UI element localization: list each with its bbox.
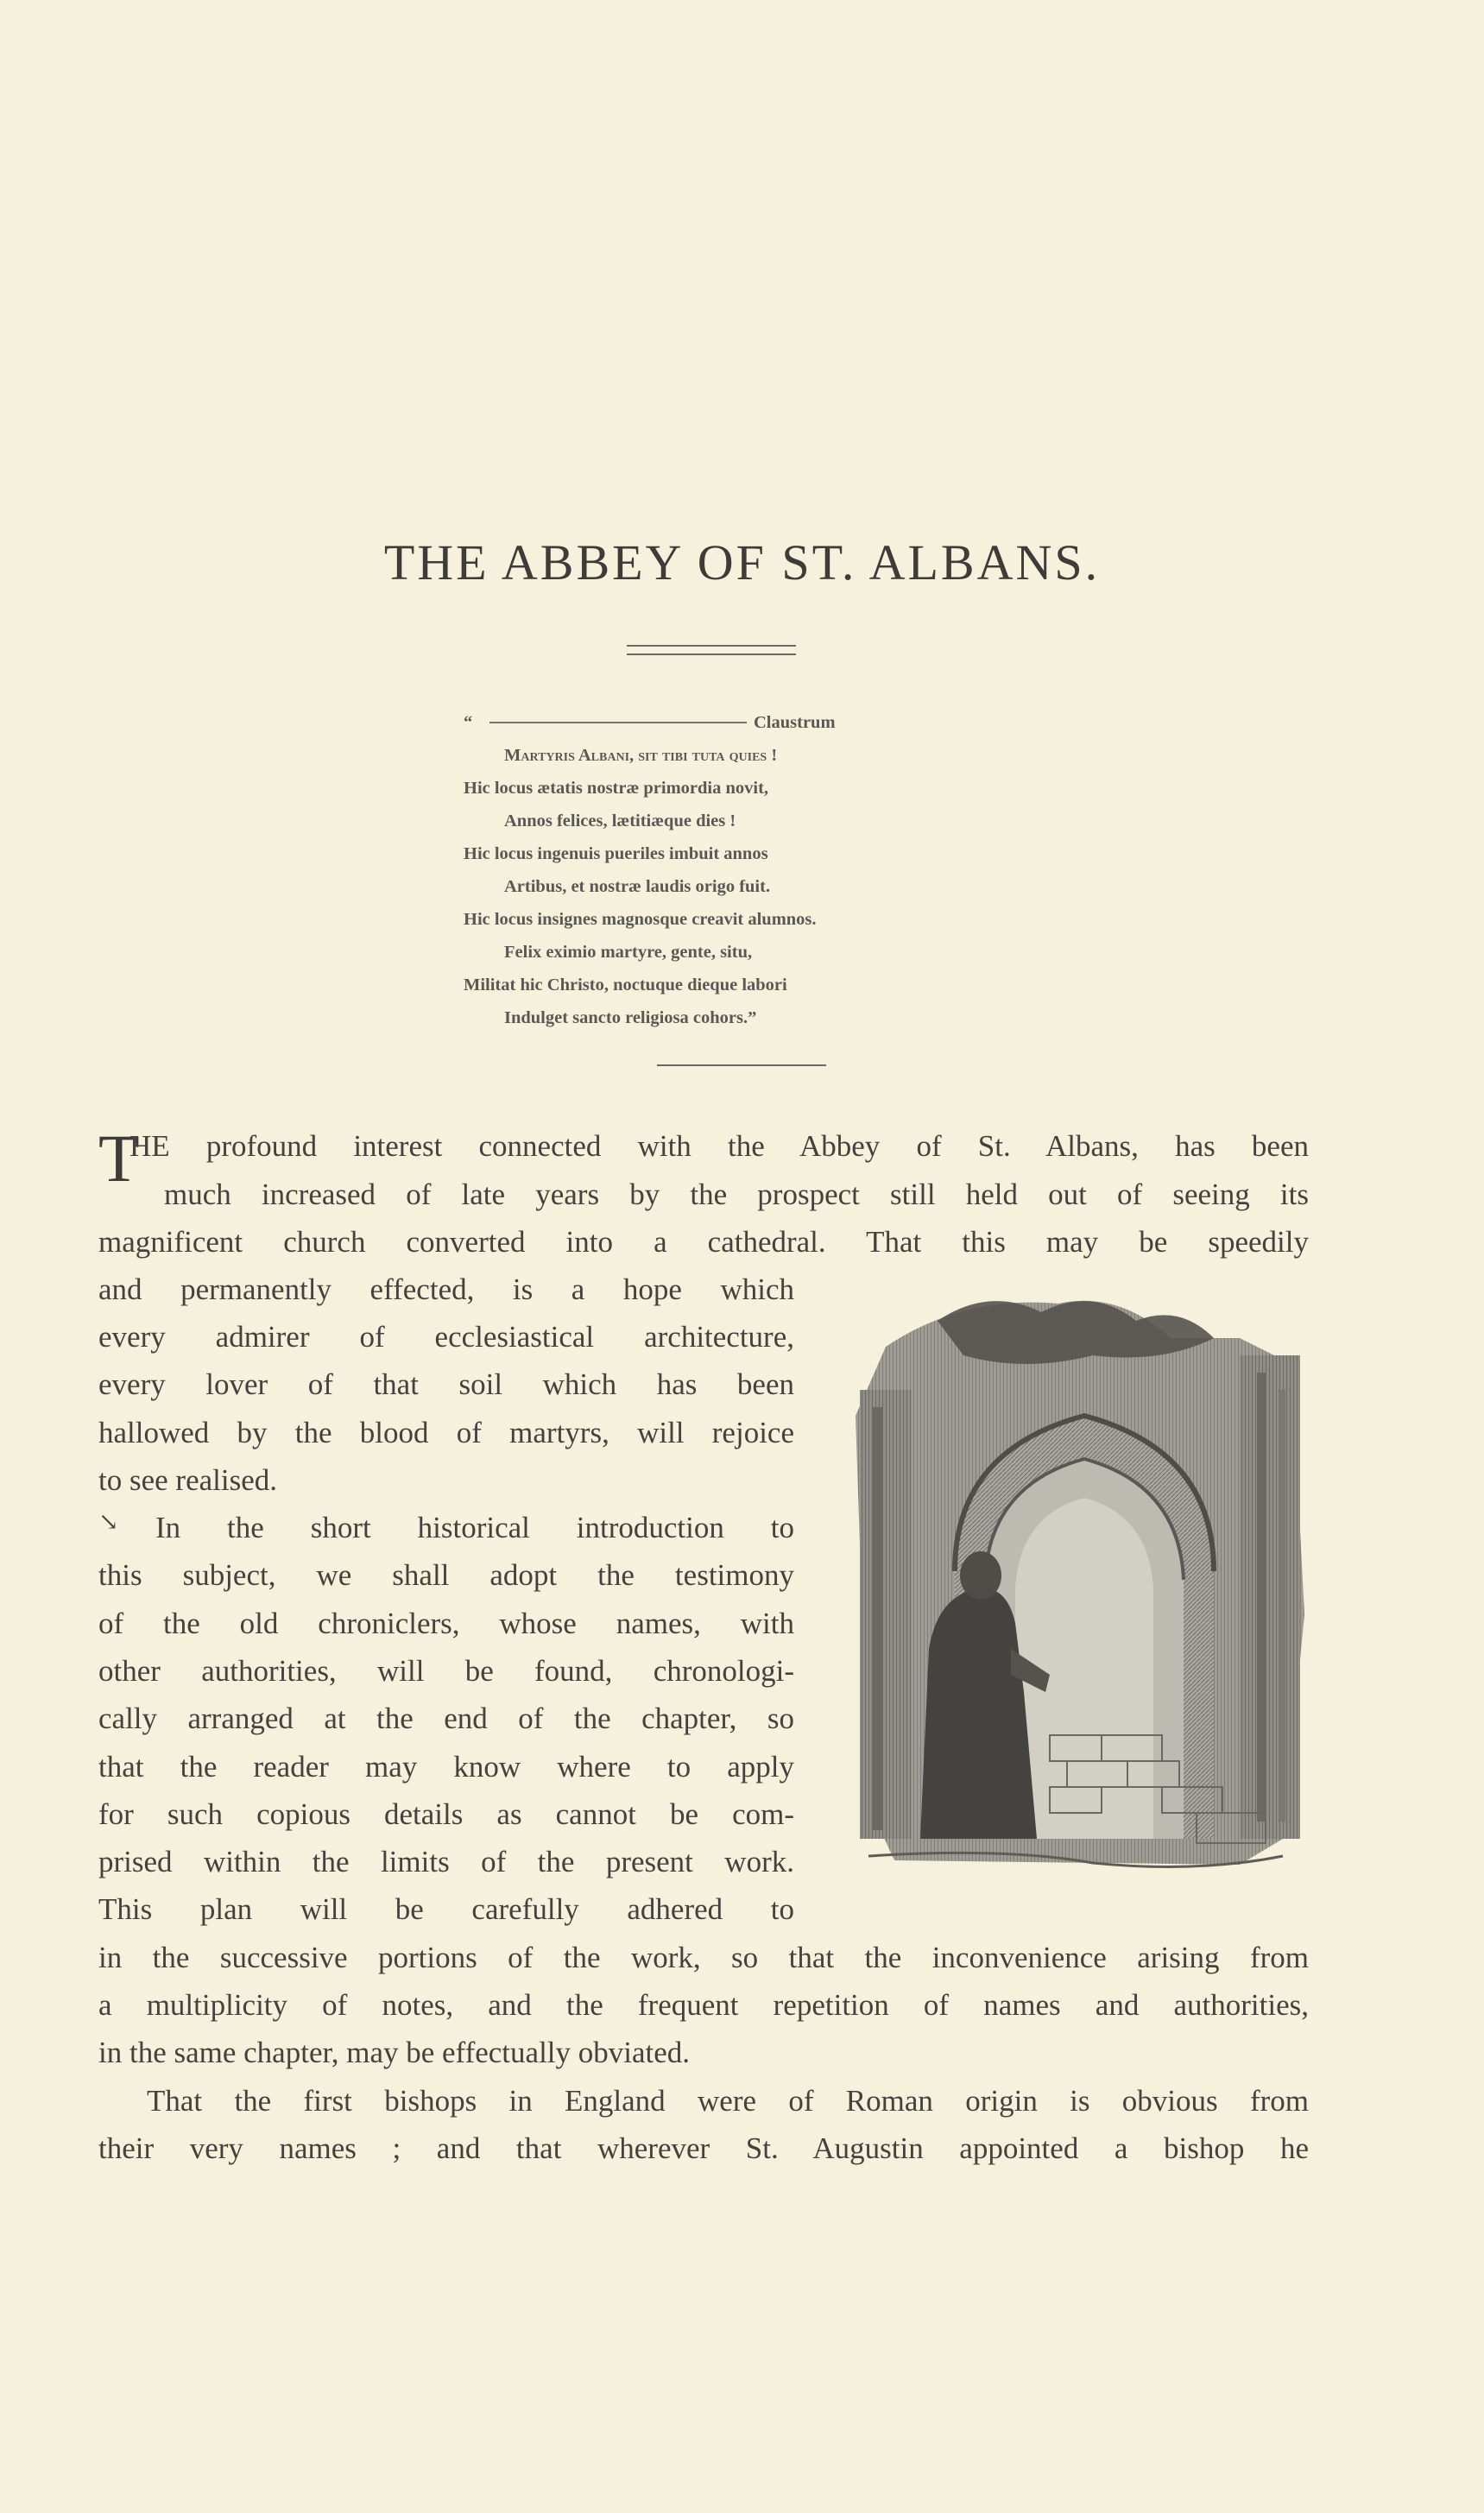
epigraph-line-9: Militat hic Christo, noctuque dieque labori	[464, 976, 787, 994]
epigraph-rule	[657, 1064, 826, 1066]
body-line: a multiplicity of notes, and the frequent repetition of names and authorities,	[98, 1988, 1309, 2022]
epigraph-line-8: Felix eximio martyre, gente, situ,	[504, 943, 753, 962]
body-line: other authorities, will be found, chronologi-	[98, 1654, 794, 1688]
body-line: That the first bishops in England were of Roman origin is obvious from	[147, 2084, 1309, 2118]
epigraph	[464, 706, 947, 1034]
epigraph-line-1	[464, 706, 947, 739]
body-line: their very names ; and that wherever St. Augustin appointed a bishop he	[98, 2131, 1309, 2165]
body-line: every admirer of ecclesiastical architecture,	[98, 1320, 794, 1354]
epigraph-open-quote: “	[464, 713, 473, 732]
epigraph-line-4: Annos felices, lætitiæque dies !	[504, 811, 736, 830]
epigraph-line-2	[464, 739, 947, 772]
body-line: prised within the limits of the present work.	[98, 1845, 794, 1878]
body-line: cally arranged at the end of the chapter, so	[98, 1702, 794, 1735]
body-line: in the same chapter, may be effectually obviated.	[98, 2036, 691, 2069]
epigraph-line-6: Artibus, et nostræ laudis origo fuit.	[504, 877, 771, 896]
title-rule-upper	[627, 645, 796, 647]
epigraph-line-2-text: Martyris Albani, sit tibi tuta quies !	[504, 746, 778, 765]
body-line: every lover of that soil which has been	[98, 1367, 794, 1401]
body-line: HE profound interest connected with the Abbey of St. Albans, has been	[129, 1129, 1309, 1163]
body-line: for such copious details as cannot be com-	[98, 1797, 794, 1831]
body-line: of the old chroniclers, whose names, with	[98, 1607, 794, 1640]
drop-cap: T	[98, 1121, 140, 1196]
epigraph-line-1-text: Claustrum	[754, 713, 836, 732]
body-line: hallowed by the blood of martyrs, will rejoice	[98, 1416, 794, 1449]
margin-mark-icon: ↘	[98, 1509, 119, 1536]
epigraph-line-10: Indulget sancto religiosa cohors.”	[504, 1008, 757, 1027]
body-line: to see realised.	[98, 1463, 277, 1497]
body-line: This plan will be carefully adhered to	[98, 1892, 794, 1926]
abbey-cloister-engraving	[834, 1286, 1310, 1891]
epigraph-dash	[489, 722, 747, 723]
epigraph-line-5: Hic locus ingenuis pueriles imbuit annos	[464, 844, 768, 863]
body-line: this subject, we shall adopt the testimony	[98, 1558, 794, 1592]
body-line: in the successive portions of the work, so that the inconvenience arising from	[98, 1941, 1309, 1974]
body-line: and permanently effected, is a hope which	[98, 1272, 794, 1306]
epigraph-line-3: Hic locus ætatis nostræ primordia novit,	[464, 779, 769, 798]
epigraph-line-7: Hic locus insignes magnosque creavit alumnos.	[464, 910, 817, 929]
body-line: In the short historical introduction to	[155, 1511, 794, 1544]
page-title: THE ABBEY OF ST. ALBANS.	[383, 534, 1101, 590]
body-line: magnificent church converted into a cathedral. That this may be speedily	[98, 1225, 1309, 1259]
body-line: much increased of late years by the prospect still held out of seeing its	[164, 1178, 1309, 1211]
title-rule-lower	[627, 654, 796, 655]
body-line: that the reader may know where to apply	[98, 1750, 794, 1784]
